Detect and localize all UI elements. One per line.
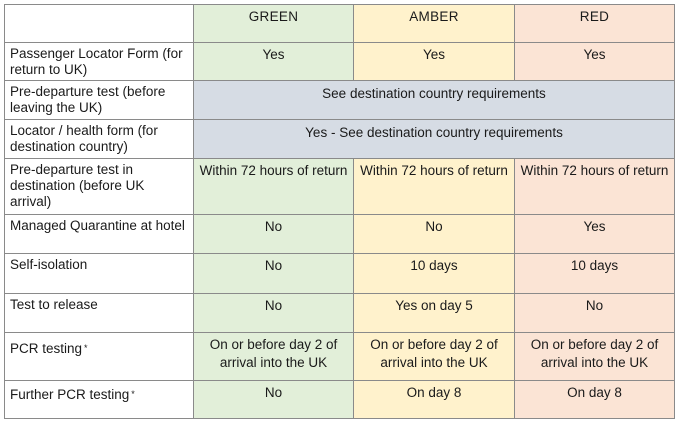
shared-cell: Yes - See destination country requirements (194, 120, 675, 159)
amber-cell: Yes on day 5 (354, 294, 515, 333)
amber-cell: On day 8 (354, 381, 515, 419)
table-row (5, 381, 675, 419)
travel-rules-table (4, 4, 675, 419)
table-row (5, 215, 675, 254)
amber-cell: Yes (354, 43, 515, 81)
amber-cell: No (354, 215, 515, 254)
header-row (5, 5, 675, 43)
green-cell: Yes (194, 43, 354, 81)
green-cell: No (194, 381, 354, 419)
row-label: Managed Quarantine at hotel (5, 215, 194, 254)
header-amber: AMBER (354, 5, 515, 43)
row-label: Pre-departure test (before leaving the UK) (5, 81, 194, 120)
header-red: RED (515, 5, 675, 43)
green-cell: No (194, 254, 354, 294)
green-cell: No (194, 215, 354, 254)
amber-cell: 10 days (354, 254, 515, 294)
table-row (5, 254, 675, 294)
row-label: Locator / health form (for destination country) (5, 120, 194, 159)
red-cell: Yes (515, 43, 675, 81)
green-cell: On or before day 2 of arrival into the UK (194, 333, 354, 381)
green-cell: Within 72 hours of return (194, 159, 354, 215)
footnote-mark: * (131, 389, 135, 399)
table-row (5, 159, 675, 215)
amber-cell: On or before day 2 of arrival into the UK (354, 333, 515, 381)
table-row (5, 120, 675, 159)
red-cell: Within 72 hours of return (515, 159, 675, 215)
red-cell: No (515, 294, 675, 333)
row-label-text: Further PCR testing (10, 387, 130, 402)
footnote-mark: * (84, 343, 88, 353)
row-label: Self-isolation (5, 254, 194, 294)
green-cell: No (194, 294, 354, 333)
table-row (5, 81, 675, 120)
row-label: Test to release (5, 294, 194, 333)
row-label-text: PCR testing (10, 341, 83, 356)
red-cell: Yes (515, 215, 675, 254)
amber-cell: Within 72 hours of return (354, 159, 515, 215)
row-label: Pre-departure test in destination (before UK arrival) (5, 159, 194, 215)
header-corner-cell (5, 5, 194, 43)
row-label (5, 381, 194, 419)
table-row (5, 294, 675, 333)
shared-cell: See destination country requirements (194, 81, 675, 120)
red-cell: On day 8 (515, 381, 675, 419)
table-row (5, 43, 675, 81)
header-green: GREEN (194, 5, 354, 43)
row-label: Passenger Locator Form (for return to UK) (5, 43, 194, 81)
red-cell: On or before day 2 of arrival into the UK (515, 333, 675, 381)
row-label (5, 333, 194, 381)
red-cell: 10 days (515, 254, 675, 294)
table-row (5, 333, 675, 381)
